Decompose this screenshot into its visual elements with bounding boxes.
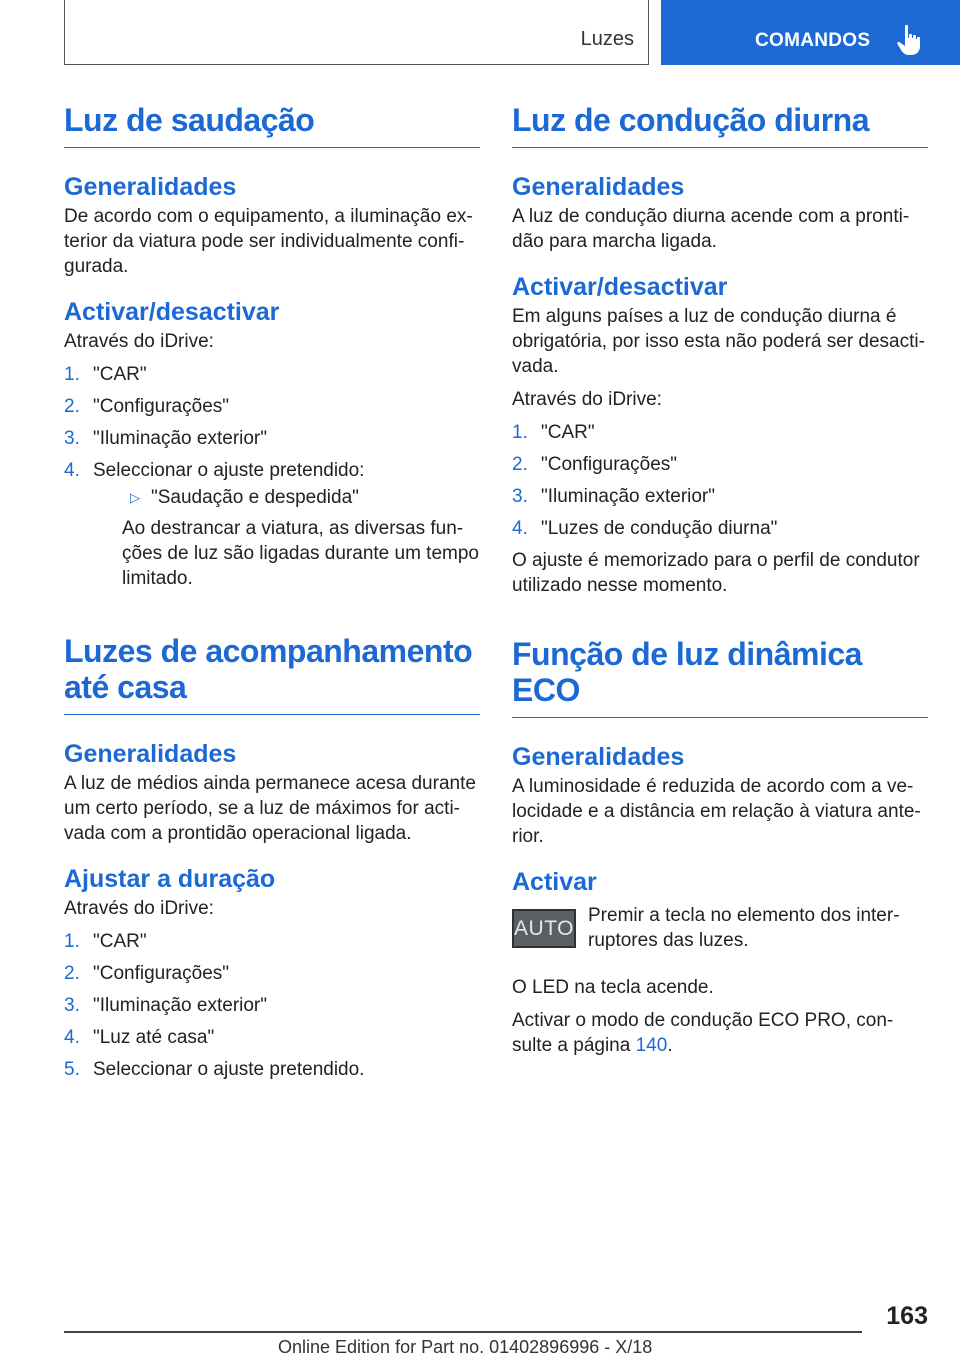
step-number: 2.: [512, 454, 528, 475]
step-text: "CAR": [541, 422, 595, 443]
step-text: "Iluminação exterior": [93, 995, 268, 1016]
chapter-tab[interactable]: [661, 0, 960, 65]
heading-home-lights: Luzes de acompanhamento até casa: [64, 633, 480, 715]
step-number: 4.: [512, 518, 528, 539]
list-item: [512, 484, 928, 509]
pointing-hand-icon: [896, 24, 922, 56]
chapter-tab-label: COMANDOS: [755, 30, 871, 51]
daytime-via-idrive: Através do iDrive:: [512, 389, 662, 410]
sub-option-description: Ao destrancar a viatura, as diversas fun-ções de luz são ligadas durante um tempo limitado.: [122, 518, 479, 589]
greeting-general-text: De acordo com o equipamento, a iluminação ex-terior da viatura pode ser individualmente confi-gurada.: [64, 206, 473, 277]
eco-mode-text-body: Activar o modo de condução ECO PRO, con-sulte a página: [512, 1010, 894, 1056]
eco-mode-text: [512, 1008, 928, 1058]
auto-button-icon: AUTO: [512, 909, 576, 948]
step-text: "Iluminação exterior": [93, 428, 268, 449]
step-text: "Configurações": [93, 963, 230, 984]
daytime-memo-text: O ajuste é memorizado para o perfil de condutor utilizado nesse momento.: [512, 550, 920, 596]
list-item: [64, 394, 480, 419]
step-number: 2.: [64, 396, 80, 417]
step-number: 4.: [64, 460, 80, 481]
list-item: [512, 452, 928, 477]
home-general-text: A luz de médios ainda permanece acesa durante um certo período, se a luz de máximos for acti-vada com a prontidão operacional ligada.: [64, 773, 476, 844]
list-item: [64, 929, 480, 954]
eco-general-text: A luminosidade é reduzida de acordo com a ve-locidade e a distância em relação à viatura ante-rior.: [512, 776, 921, 847]
list-item: [64, 1057, 480, 1082]
heading-daytime-activate: Activar/desactivar: [512, 273, 728, 301]
step-number: 2.: [64, 963, 80, 984]
header-section-box: [64, 0, 649, 65]
auto-key-instruction: [512, 903, 928, 969]
step-number: 3.: [512, 486, 528, 507]
step-number: 4.: [64, 1027, 80, 1048]
list-item: [64, 961, 480, 986]
greeting-via-idrive: Através do iDrive:: [64, 331, 214, 352]
step-text: Seleccionar o ajuste pretendido.: [93, 1059, 365, 1080]
home-via-idrive: Através do iDrive:: [64, 898, 214, 919]
daytime-general-text: A luz de condução diurna acende com a pronti-dão para marcha ligada.: [512, 206, 910, 252]
heading-greeting-general: Generalidades: [64, 173, 237, 201]
footer-edition-text: Online Edition for Part no. 01402896996 - X/18: [278, 1337, 653, 1357]
step-text: "Luzes de condução diurna": [541, 518, 778, 539]
triangle-bullet-icon: ▷: [130, 490, 140, 505]
greeting-steps-list: [64, 362, 480, 591]
footer-divider: [64, 1331, 862, 1333]
eco-mode-text-end: .: [667, 1035, 673, 1056]
eco-led-text: O LED na tecla acende.: [512, 977, 714, 998]
right-column: [512, 102, 928, 1066]
heading-eco-light: Função de luz dinâmica ECO: [512, 636, 928, 718]
heading-daytime-general: Generalidades: [512, 173, 685, 201]
step-number: 3.: [64, 995, 80, 1016]
list-item: [64, 458, 480, 591]
step-text: "Configurações": [541, 454, 678, 475]
daytime-steps-list: [512, 420, 928, 541]
left-column: [64, 102, 480, 1089]
list-item: [512, 516, 928, 541]
step-text: "CAR": [93, 931, 147, 952]
sub-option: [93, 485, 480, 510]
step-text: "Configurações": [93, 396, 230, 417]
step-number: 1.: [512, 422, 528, 443]
step-text: "Iluminação exterior": [541, 486, 716, 507]
step-text: "Luz até casa": [93, 1027, 215, 1048]
list-item: [64, 362, 480, 387]
heading-eco-general: Generalidades: [512, 743, 685, 771]
heading-greeting-activate: Activar/desactivar: [64, 298, 280, 326]
heading-home-general: Generalidades: [64, 740, 237, 768]
heading-home-adjust: Ajustar a duração: [64, 865, 276, 893]
step-text: "CAR": [93, 364, 147, 385]
daytime-activate-text: Em alguns países a luz de condução diurna é obrigatória, por isso esta não poderá ser desacti-vada.: [512, 306, 925, 377]
list-item: [64, 1025, 480, 1050]
page-reference-link[interactable]: 140: [635, 1035, 668, 1056]
home-steps-list: [64, 929, 480, 1082]
step-number: 1.: [64, 364, 80, 385]
list-item: [512, 420, 928, 445]
section-title: Luzes: [580, 28, 634, 50]
step-number: 3.: [64, 428, 80, 449]
sub-option-text: "Saudação e despedida": [151, 487, 359, 508]
heading-eco-activate: Activar: [512, 868, 597, 896]
auto-key-text: Premir a tecla no elemento dos inter-ruptores das luzes.: [588, 905, 900, 951]
list-item: [64, 993, 480, 1018]
step-number: 1.: [64, 931, 80, 952]
step-number: 5.: [64, 1059, 80, 1080]
page-number: 163: [886, 1302, 928, 1330]
list-item: [64, 426, 480, 451]
step-text: Seleccionar o ajuste pretendido:: [93, 460, 365, 481]
heading-greeting-light: Luz de saudação: [64, 102, 480, 148]
heading-daytime-light: Luz de condução diurna: [512, 102, 928, 148]
